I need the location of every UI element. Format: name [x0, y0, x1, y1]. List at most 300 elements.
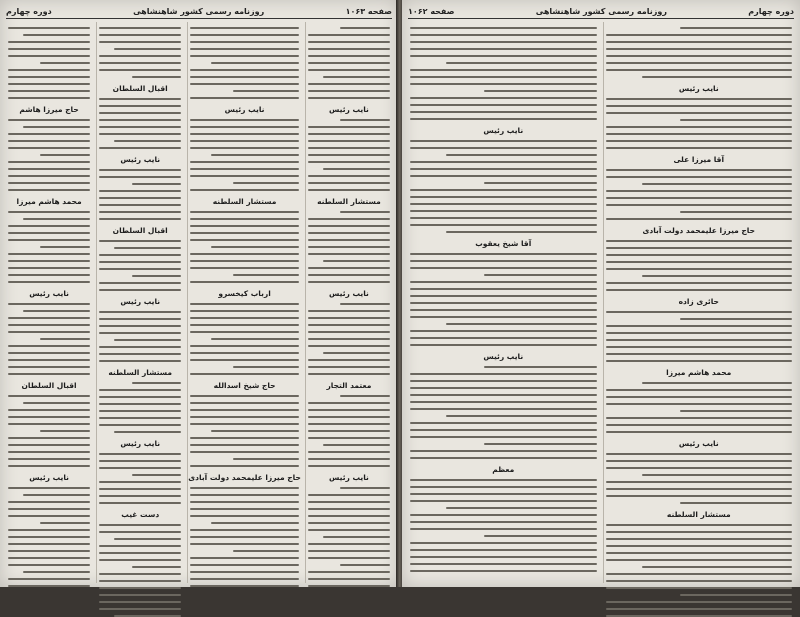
speaker-heading: نایب رئیس — [224, 105, 265, 114]
speaker-heading: حاج میرزا هاشم — [19, 105, 79, 114]
text-line — [308, 402, 390, 404]
text-line — [8, 182, 90, 184]
text-line — [410, 203, 597, 205]
text-line — [8, 550, 90, 552]
text-line — [308, 69, 390, 71]
text-line — [410, 69, 597, 71]
text-line — [190, 225, 299, 227]
text-line — [410, 111, 597, 113]
text-line — [211, 62, 299, 64]
text-line — [190, 232, 299, 234]
right-journal-title: روزنامه رسمی کشور شاهنشاهی — [535, 6, 667, 16]
right-session-label: دوره چهارم — [748, 6, 794, 16]
text-line — [99, 495, 181, 497]
text-line — [606, 311, 793, 313]
text-line — [606, 346, 793, 348]
text-line — [190, 508, 299, 510]
speaker-heading: نایب رئیس — [329, 473, 369, 482]
text-line — [99, 601, 181, 603]
text-line — [410, 41, 597, 43]
text-line — [606, 169, 793, 171]
text-line — [190, 34, 299, 36]
text-line — [23, 126, 90, 128]
speaker-heading: محمد هاشم میرزا — [16, 197, 82, 206]
text-line — [8, 352, 90, 354]
text-line — [8, 253, 90, 255]
text-line — [99, 218, 181, 220]
text-line — [410, 373, 597, 375]
text-line — [23, 402, 90, 404]
text-line — [211, 338, 299, 340]
text-line — [8, 168, 90, 170]
text-line — [190, 140, 299, 142]
text-line — [8, 97, 90, 99]
text-line — [190, 310, 299, 312]
text-line — [606, 339, 793, 341]
text-line — [410, 295, 597, 297]
speaker-heading: دست غیب — [121, 510, 160, 519]
text-line — [190, 48, 299, 50]
text-line — [308, 543, 390, 545]
text-line — [606, 147, 793, 149]
text-line — [606, 587, 793, 589]
text-line — [8, 55, 90, 57]
text-line — [642, 566, 792, 568]
text-line — [99, 190, 181, 192]
text-line — [190, 536, 299, 538]
text-line — [40, 430, 90, 432]
text-line — [99, 147, 181, 149]
text-line — [308, 232, 390, 234]
text-line — [606, 545, 793, 547]
text-line — [99, 211, 181, 213]
text-line — [8, 69, 90, 71]
text-line — [8, 585, 90, 587]
text-line — [446, 507, 596, 509]
text-line — [308, 409, 390, 411]
text-line — [190, 168, 299, 170]
text-line — [8, 147, 90, 149]
text-line — [308, 34, 390, 36]
text-line — [323, 536, 390, 538]
text-line — [99, 41, 181, 43]
text-line — [99, 55, 181, 57]
text-line — [606, 34, 793, 36]
text-line — [99, 325, 181, 327]
text-line — [308, 97, 390, 99]
text-line — [40, 338, 90, 340]
text-line — [606, 424, 793, 426]
text-line — [8, 48, 90, 50]
text-line — [8, 423, 90, 425]
text-line — [211, 522, 299, 524]
text-line — [606, 389, 793, 391]
text-line — [308, 48, 390, 50]
text-line — [410, 147, 597, 149]
text-line — [642, 382, 792, 384]
text-line — [606, 453, 793, 455]
text-line — [323, 260, 390, 262]
text-line — [99, 105, 181, 107]
text-line — [410, 104, 597, 106]
text-line — [606, 247, 793, 249]
text-line — [308, 338, 390, 340]
text-line — [410, 521, 597, 523]
speaker-heading: معتمد التجار — [326, 381, 372, 390]
text-line — [308, 274, 390, 276]
text-line — [308, 522, 390, 524]
text-line — [606, 531, 793, 533]
text-line — [190, 83, 299, 85]
text-line — [8, 133, 90, 135]
text-line — [190, 423, 299, 425]
text-line — [190, 324, 299, 326]
text-line — [308, 317, 390, 319]
text-line — [308, 494, 390, 496]
text-line — [410, 316, 597, 318]
text-line — [308, 310, 390, 312]
text-line — [190, 260, 299, 262]
text-line — [642, 183, 792, 185]
text-line — [40, 154, 90, 156]
speaker-heading: اقبال السلطان — [112, 84, 168, 93]
text-line — [308, 345, 390, 347]
text-line — [606, 353, 793, 355]
text-line — [642, 76, 792, 78]
text-line — [410, 450, 597, 452]
text-line — [606, 240, 793, 242]
text-line — [308, 175, 390, 177]
text-line — [233, 458, 299, 460]
text-line — [606, 254, 793, 256]
text-line — [606, 48, 793, 50]
speaker-heading: نایب رئیس — [120, 155, 161, 164]
text-line — [8, 239, 90, 241]
text-line — [606, 608, 793, 610]
speaker-heading: نایب رئیس — [29, 473, 69, 482]
text-line — [606, 524, 793, 526]
text-line — [410, 408, 597, 410]
text-line — [308, 416, 390, 418]
left-session-label: دوره چهارم — [6, 6, 52, 16]
text-line — [308, 225, 390, 227]
text-line — [308, 366, 390, 368]
text-line — [40, 522, 90, 524]
text-line — [308, 430, 390, 432]
text-line — [190, 317, 299, 319]
text-line — [190, 557, 299, 559]
text-line — [190, 239, 299, 241]
text-line — [340, 564, 390, 566]
speaker-heading: نایب رئیس — [29, 289, 69, 298]
text-line — [308, 83, 390, 85]
text-line — [410, 118, 597, 120]
text-line — [233, 90, 299, 92]
text-line — [132, 183, 182, 185]
text-line — [99, 119, 181, 121]
text-line — [410, 528, 597, 530]
speaker-heading: ارباب کیخسرو — [218, 289, 271, 298]
text-line — [606, 126, 793, 128]
text-line — [308, 267, 390, 269]
text-line — [190, 409, 299, 411]
text-line — [8, 373, 90, 375]
text-line — [114, 538, 181, 540]
text-line — [410, 422, 597, 424]
text-line — [410, 34, 597, 36]
text-line — [8, 119, 90, 121]
text-line — [308, 557, 390, 559]
text-line — [211, 154, 299, 156]
left-journal-title: روزنامه رسمی کشور شاهنشاهی — [133, 6, 265, 16]
text-line — [99, 204, 181, 206]
speaker-heading: اقبال السلطان — [112, 226, 168, 235]
text-line — [410, 260, 597, 262]
text-line — [23, 310, 90, 312]
text-line — [190, 281, 299, 283]
text-line — [190, 119, 299, 121]
text-line — [410, 493, 597, 495]
text-line — [606, 431, 793, 433]
text-line — [99, 488, 181, 490]
text-line — [114, 140, 181, 142]
text-line — [23, 571, 90, 573]
text-line — [308, 182, 390, 184]
text-line — [190, 97, 299, 99]
text-line — [308, 126, 390, 128]
text-line — [190, 55, 299, 57]
text-line — [99, 268, 181, 270]
text-line — [8, 508, 90, 510]
text-line — [410, 210, 597, 212]
text-line — [410, 394, 597, 396]
text-line — [484, 535, 596, 537]
text-line — [190, 444, 299, 446]
text-line — [606, 112, 793, 114]
text-line — [99, 289, 181, 291]
text-line — [190, 416, 299, 418]
text-line — [99, 587, 181, 589]
text-line — [606, 552, 793, 554]
text-line — [606, 573, 793, 575]
text-line — [8, 83, 90, 85]
text-line — [308, 161, 390, 163]
text-line — [410, 479, 597, 481]
text-line — [606, 282, 793, 284]
text-line — [308, 62, 390, 64]
text-line — [190, 359, 299, 361]
text-line — [211, 430, 299, 432]
text-line — [190, 515, 299, 517]
text-line — [606, 176, 793, 178]
text-line — [606, 467, 793, 469]
text-line — [606, 403, 793, 405]
text-line — [8, 543, 90, 545]
text-line — [114, 339, 181, 341]
text-line — [99, 424, 181, 426]
text-line — [190, 487, 299, 489]
speaker-heading: آقا شیخ یعقوب — [475, 239, 532, 248]
text-line — [410, 302, 597, 304]
text-line — [606, 69, 793, 71]
text-line — [446, 62, 596, 64]
text-line — [340, 395, 390, 397]
text-line — [606, 190, 793, 192]
text-line — [642, 275, 792, 277]
text-line — [308, 571, 390, 573]
text-line — [40, 62, 90, 64]
text-line — [680, 594, 792, 596]
text-line — [99, 34, 181, 36]
text-line — [99, 27, 181, 29]
text-line — [190, 189, 299, 191]
text-line — [410, 330, 597, 332]
speaker-heading: نایب رئیس — [120, 297, 161, 306]
text-line — [323, 76, 390, 78]
text-line — [484, 182, 596, 184]
text-line — [99, 112, 181, 114]
text-line — [8, 359, 90, 361]
text-line — [308, 437, 390, 439]
text-line — [99, 282, 181, 284]
text-line — [410, 168, 597, 170]
text-line — [308, 90, 390, 92]
text-line — [190, 451, 299, 453]
speaker-heading: مستشار السلطنه — [212, 197, 277, 206]
text-line — [190, 501, 299, 503]
right-columns — [408, 22, 794, 583]
text-line — [446, 154, 596, 156]
text-line — [114, 48, 181, 50]
text-line — [410, 556, 597, 558]
speaker-heading: مستشار السلطنه — [317, 197, 381, 206]
text-line — [410, 224, 597, 226]
text-line — [190, 126, 299, 128]
text-line — [606, 601, 793, 603]
left-page-header — [6, 4, 392, 19]
text-line — [211, 246, 299, 248]
text-line — [410, 380, 597, 382]
text-line — [308, 458, 390, 460]
text-line — [99, 502, 181, 504]
text-line — [99, 396, 181, 398]
text-line — [8, 501, 90, 503]
text-line — [410, 27, 597, 29]
text-line — [132, 382, 182, 384]
text-line — [99, 467, 181, 469]
text-line — [190, 331, 299, 333]
text-line — [190, 345, 299, 347]
text-line — [8, 458, 90, 460]
text-line — [99, 552, 181, 554]
text-line — [8, 529, 90, 531]
text-line — [410, 401, 597, 403]
text-line — [99, 403, 181, 405]
text-line — [606, 460, 793, 462]
text-line — [99, 98, 181, 100]
text-line — [308, 324, 390, 326]
text-line — [606, 62, 793, 64]
left-column-1 — [305, 22, 392, 583]
text-line — [308, 133, 390, 135]
text-line — [8, 27, 90, 29]
text-line — [99, 481, 181, 483]
text-line — [99, 62, 181, 64]
text-line — [99, 311, 181, 313]
text-line — [410, 76, 597, 78]
speaker-heading: نایب رئیس — [678, 84, 719, 93]
text-line — [308, 501, 390, 503]
text-line — [410, 217, 597, 219]
text-line — [680, 211, 792, 213]
text-line — [233, 366, 299, 368]
text-line — [114, 431, 181, 433]
speaker-heading: آقا میرزا علی — [673, 155, 725, 164]
text-line — [8, 487, 90, 489]
text-line — [410, 563, 597, 565]
text-line — [8, 416, 90, 418]
text-line — [340, 303, 390, 305]
left-page — [0, 0, 398, 587]
text-line — [446, 231, 596, 233]
text-line — [8, 366, 90, 368]
text-line — [308, 331, 390, 333]
text-line — [308, 451, 390, 453]
text-line — [308, 373, 390, 375]
text-line — [99, 133, 181, 135]
text-line — [410, 486, 597, 488]
text-line — [410, 429, 597, 431]
text-line — [446, 323, 596, 325]
text-line — [23, 218, 90, 220]
text-line — [99, 197, 181, 199]
text-line — [606, 218, 793, 220]
text-line — [99, 524, 181, 526]
text-line — [8, 444, 90, 446]
text-line — [190, 352, 299, 354]
text-line — [8, 437, 90, 439]
text-line — [308, 508, 390, 510]
text-line — [606, 360, 793, 362]
text-line — [606, 538, 793, 540]
right-page-header — [408, 4, 794, 19]
text-line — [190, 303, 299, 305]
text-line — [8, 345, 90, 347]
text-line — [308, 423, 390, 425]
text-line — [114, 247, 181, 249]
text-line — [190, 564, 299, 566]
text-line — [308, 529, 390, 531]
speaker-heading: حاج میرزا علیمحمد دولت آبادی — [188, 473, 301, 482]
text-line — [99, 417, 181, 419]
text-line — [99, 69, 181, 71]
text-line — [308, 515, 390, 517]
text-line — [308, 550, 390, 552]
text-line — [190, 571, 299, 573]
text-line — [606, 325, 793, 327]
text-line — [233, 550, 299, 552]
left-column-2 — [187, 22, 301, 583]
speaker-heading: حاج میرزا علیمحمد دولت آبادی — [642, 226, 756, 235]
text-line — [190, 76, 299, 78]
text-line — [190, 41, 299, 43]
text-line — [190, 373, 299, 375]
text-line — [99, 126, 181, 128]
text-line — [190, 27, 299, 29]
text-line — [308, 41, 390, 43]
text-line — [8, 465, 90, 467]
text-line — [680, 119, 792, 121]
